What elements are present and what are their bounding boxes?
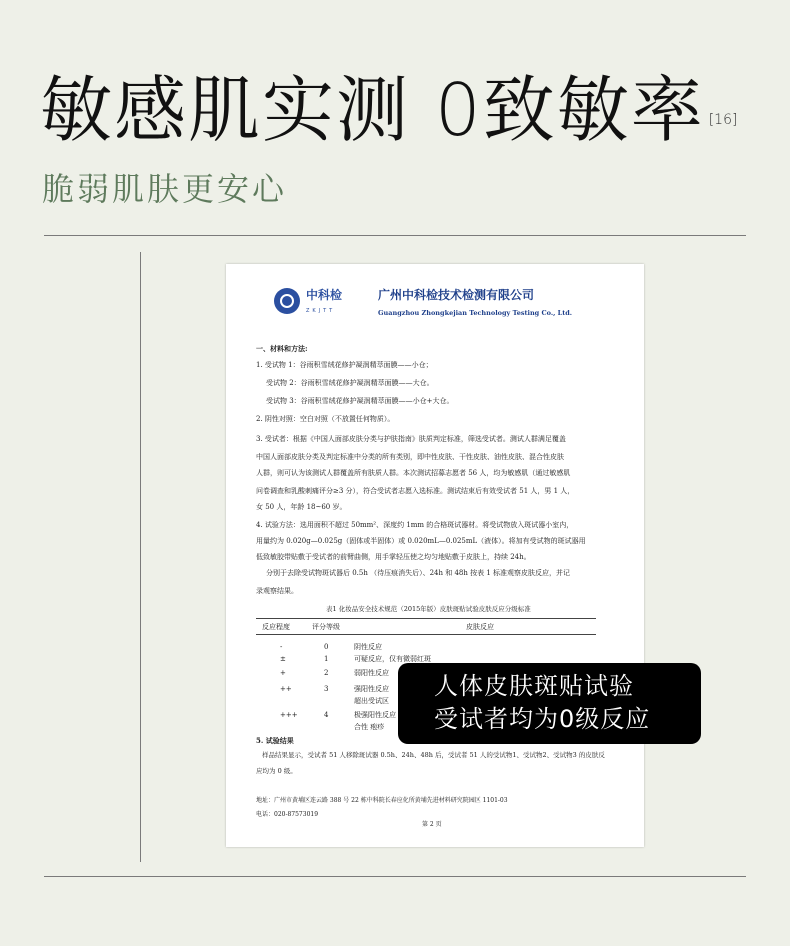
report-text-line: 1. 受试物 1：谷雨积雪绒花修护凝润精萃面膜——小仓； xyxy=(256,361,433,369)
test-report-document xyxy=(226,264,644,847)
table-cell-symbol: +++ xyxy=(280,711,298,719)
result-line: 样品结果显示，受试者 51 人移除斑试器 0.5h、24h、48h 后，受试者 51 人的受试物1、受试物2、受试物3 的皮肤反 xyxy=(262,751,605,759)
company-name-en: Guangzhou Zhongkejian Technology Testing Co., Ltd. xyxy=(378,309,573,317)
table-top-rule xyxy=(256,618,596,619)
bottom-divider xyxy=(44,876,746,877)
table-cell-reaction: 超出受试区 xyxy=(354,697,389,705)
report-text-line: 3. 受试者：根据《中国人面部皮肤分类与护肤指南》肤质判定标准，筛选受试者。测试人群满足覆盖 xyxy=(256,435,566,443)
table-cell-grade: 3 xyxy=(324,685,329,693)
report-text-line: 2. 阴性对照：空白对照（不放置任何物质）。 xyxy=(256,415,395,423)
report-text-line: 一、材料和方法: xyxy=(256,344,308,353)
table-cell-symbol: - xyxy=(280,643,283,651)
title-text: 敏感肌实测 0致敏率 xyxy=(40,68,705,152)
result-heading: 5. 试验结果 xyxy=(256,736,294,745)
report-text-line: 受试物 2：谷雨积雪绒花修护凝润精萃面膜——大仓。 xyxy=(266,379,434,387)
table-cell-reaction: 阴性反应 xyxy=(354,643,382,651)
report-text-line: 问卷调查和乳酸刺痛评分≥3 分），符合受试者志愿入选标准。测试结束后有效受试者 51 人，男 1 人， xyxy=(256,487,575,495)
page-subtitle: 脆弱肌肤更安心 xyxy=(42,170,288,208)
report-page-number: 第 2 页 xyxy=(422,821,442,828)
logo-name: 中科检 xyxy=(306,288,343,302)
logo-abbreviation: ZKJTT xyxy=(306,308,336,314)
table-cell-reaction: 合性 疱疹 xyxy=(354,723,385,731)
table-cell-reaction: 可疑反应，仅有微弱红斑 xyxy=(354,655,431,663)
table-cell-grade: 2 xyxy=(324,669,329,677)
report-text-line: 4. 试验方法：选用面积不超过 50mm²、深度约 1mm 的合格斑试器材。将受试物放入斑试器小室内， xyxy=(256,521,574,529)
title-reference: [16] xyxy=(708,112,738,128)
report-text-line: 受试物 3：谷雨积雪绒花修护凝润精萃面膜——小仓+大仓。 xyxy=(266,397,454,405)
report-text-line: 女 50 人，年龄 18~60 岁。 xyxy=(256,503,347,511)
result-highlight-box xyxy=(398,663,701,744)
report-text-line: 中国人面部皮肤分类及判定标准中分类的所有类别，即中性皮肤、干性皮肤、油性皮肤、混合性皮肤 xyxy=(256,453,564,461)
table-cell-grade: 1 xyxy=(324,655,329,663)
report-header xyxy=(274,288,614,318)
table-cell-reaction: 极强阳性反应 xyxy=(354,711,396,719)
table-cell-reaction: 弱阳性反应 xyxy=(354,669,389,677)
table-cell-symbol: ± xyxy=(280,655,286,663)
table-cell-symbol: + xyxy=(280,669,286,677)
table-cell-grade: 0 xyxy=(324,643,329,651)
vertical-divider xyxy=(140,252,141,862)
report-phone: 电话：020-87573019 xyxy=(256,811,319,818)
table-header-reaction: 皮肤反应 xyxy=(466,623,494,631)
company-name-cn: 广州中科检技术检测有限公司 xyxy=(378,288,535,302)
page-title xyxy=(40,70,737,150)
table-cell-grade: 4 xyxy=(324,711,329,719)
company-logo-icon xyxy=(274,288,300,314)
report-text-line: 用量约为 0.020g—0.025g（固体或半固体）或 0.020mL—0.025mL（液体）。将加有受试物的斑试器用 xyxy=(256,537,586,545)
report-text-line: 低致敏胶带贴敷于受试者的前臂曲侧，用手掌轻压使之均匀地贴敷于皮肤上，持续 24h。 xyxy=(256,553,531,561)
report-text-line: 人群，则可认为该测试人群覆盖所有肤质人群。本次测试招募志愿者 56 人，均为敏感肌（通过敏感肌 xyxy=(256,469,571,477)
top-divider xyxy=(44,235,746,236)
report-address: 地址：广州市黄埔区连云路 388 号 22 栋中科院长春应化所黄埔先进材料研究院园区 1101-03 xyxy=(256,797,508,804)
result-line: 应均为 0 级。 xyxy=(256,767,297,775)
report-text-line: 分别于去除受试物斑试器后 0.5h （待压痕消失后）、24h 和 48h 按表 1 标准观察皮肤反应，并记 xyxy=(266,569,570,577)
table-header-rule xyxy=(256,634,596,635)
highlight-line-2: 受试者均为0级反应 xyxy=(434,705,651,733)
table-header-grade: 评分等级 xyxy=(312,623,340,631)
highlight-line-1: 人体皮肤斑贴试验 xyxy=(434,672,634,700)
table-header-degree: 反应程度 xyxy=(262,623,290,631)
table-cell-symbol: ++ xyxy=(280,685,292,693)
table-cell-reaction: 强阳性反应 xyxy=(354,685,389,693)
table-title: 表1 化妆品安全技术规范（2015年版）皮肤斑贴试验皮肤反应分级标准 xyxy=(326,605,531,613)
report-text-line: 录观察结果。 xyxy=(256,587,298,595)
